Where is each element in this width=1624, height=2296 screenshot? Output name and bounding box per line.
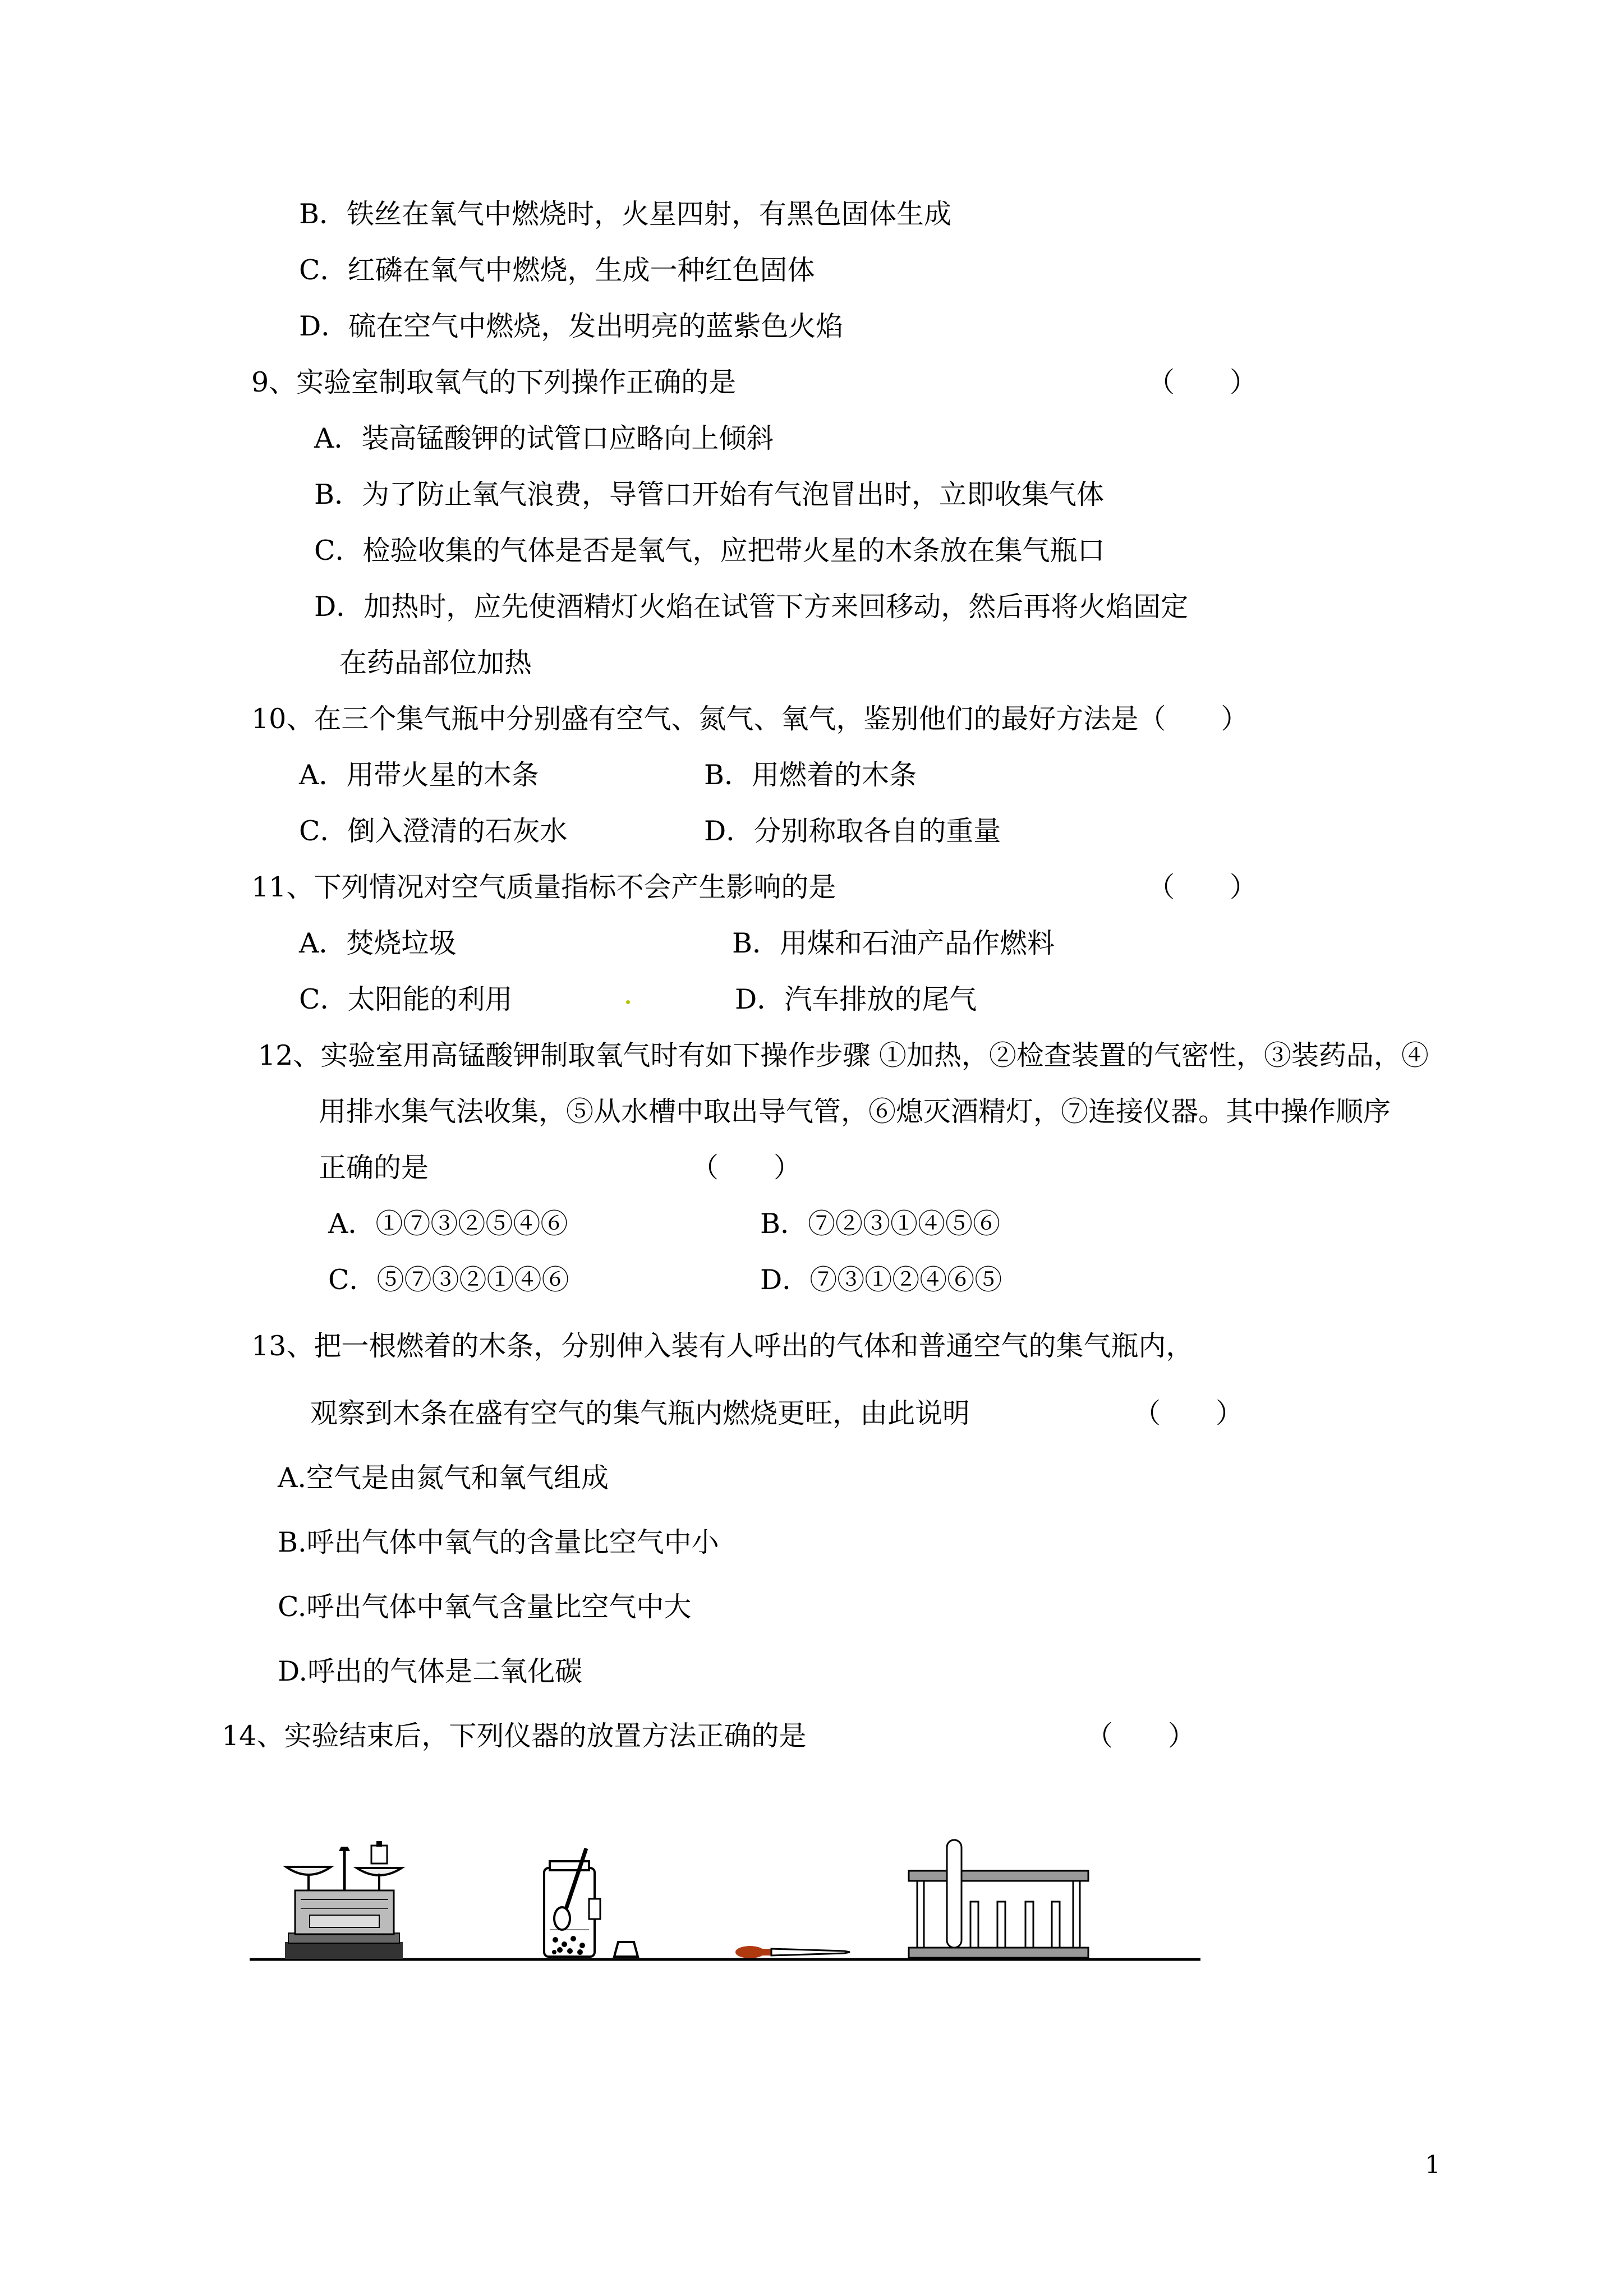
q10-option-a: A．用带火星的木条 — [299, 759, 539, 791]
q14-answer-blank: （ ） — [1085, 1720, 1196, 1752]
q12-option-a: A．①⑦③②⑤④⑥ — [328, 1208, 568, 1240]
q9-answer-blank: （ ） — [1147, 366, 1258, 398]
q8-option-c: C．红磷在氧气中燃烧，生成一种红色固体 — [299, 254, 815, 286]
q12-stem-line1: 12、实验室用高锰酸钾制取氧气时有如下操作步骤 ①加热，②检查装置的气密性，③装药品，④ — [258, 1039, 1429, 1071]
q11-answer-blank: （ ） — [1147, 871, 1258, 903]
q10-option-c: C．倒入澄清的石灰水 — [299, 815, 568, 847]
q13-option-a: A.空气是由氮气和氧气组成 — [278, 1462, 609, 1494]
q8-option-d: D．硫在空气中燃烧，发出明亮的蓝紫色火焰 — [299, 310, 844, 342]
q10-option-b: B．用燃着的木条 — [704, 759, 917, 791]
reagent-bottle-icon — [544, 1848, 638, 1957]
q9-option-d-line1: D．加热时，应先使酒精灯火焰在试管下方来回移动，然后再将火焰固定 — [314, 591, 1189, 623]
q10-stem: 10、在三个集气瓶中分别盛有空气、氮气、氧气，鉴别他们的最好方法是（ ） — [251, 703, 1249, 735]
q13-option-b: B.呼出气体中氧气的含量比空气中小 — [278, 1526, 719, 1558]
q13-option-c: C.呼出气体中氧气含量比空气中大 — [278, 1591, 692, 1623]
q10-option-d: D．分别称取各自的重量 — [704, 815, 1001, 847]
q12-stem-line2: 用排水集气法收集，⑤从水槽中取出导气管，⑥熄灭酒精灯，⑦连接仪器。其中操作顺序 — [319, 1096, 1391, 1128]
q13-option-d: D.呼出的气体是二氧化碳 — [278, 1655, 583, 1687]
q12-stem-line3: 正确的是 — [319, 1152, 429, 1184]
q14-stem: 14、实验结束后，下列仪器的放置方法正确的是 — [222, 1720, 807, 1752]
q11-stem: 11、下列情况对空气质量指标不会产生影响的是 — [251, 871, 836, 903]
q9-option-d-line2: 在药品部位加热 — [339, 647, 532, 679]
q11-option-c: C．太阳能的利用 — [299, 983, 513, 1015]
q13-stem-line2: 观察到木条在盛有空气的集气瓶内燃烧更旺，由此说明 — [310, 1397, 970, 1429]
stray-dot — [626, 1000, 630, 1004]
q9-option-c: C．检验收集的气体是否是氧气，应把带火星的木条放在集气瓶口 — [314, 535, 1105, 567]
q11-option-d: D．汽车排放的尾气 — [735, 983, 977, 1015]
q9-option-a: A．装高锰酸钾的试管口应略向上倾斜 — [314, 422, 774, 454]
q9-option-b: B．为了防止氧气浪费，导管口开始有气泡冒出时，立即收集气体 — [314, 478, 1105, 510]
q11-option-b: B．用煤和石油产品作燃料 — [732, 927, 1055, 959]
page-number: 1 — [1425, 2151, 1441, 2179]
q12-option-c: C．⑤⑦③②①④⑥ — [328, 1264, 569, 1296]
balance-scale-icon — [285, 1841, 403, 1959]
q12-option-d: D．⑦③①②④⑥⑤ — [760, 1264, 1002, 1296]
q13-answer-blank: （ ） — [1133, 1397, 1244, 1429]
q12-answer-blank: （ ） — [691, 1152, 802, 1184]
test-tube-rack-icon — [909, 1840, 1088, 1958]
apparatus-figure — [247, 1784, 1212, 1975]
dropper-icon — [735, 1946, 850, 1958]
q11-option-a: A．焚烧垃圾 — [299, 927, 457, 959]
q12-option-b: B．⑦②③①④⑤⑥ — [760, 1208, 1001, 1240]
q8-option-b: B．铁丝在氧气中燃烧时，火星四射，有黑色固体生成 — [299, 198, 952, 230]
q13-stem-line1: 13、把一根燃着的木条，分别伸入装有人呼出的气体和普通空气的集气瓶内， — [251, 1330, 1194, 1362]
q9-stem: 9、实验室制取氧气的下列操作正确的是 — [251, 366, 737, 398]
